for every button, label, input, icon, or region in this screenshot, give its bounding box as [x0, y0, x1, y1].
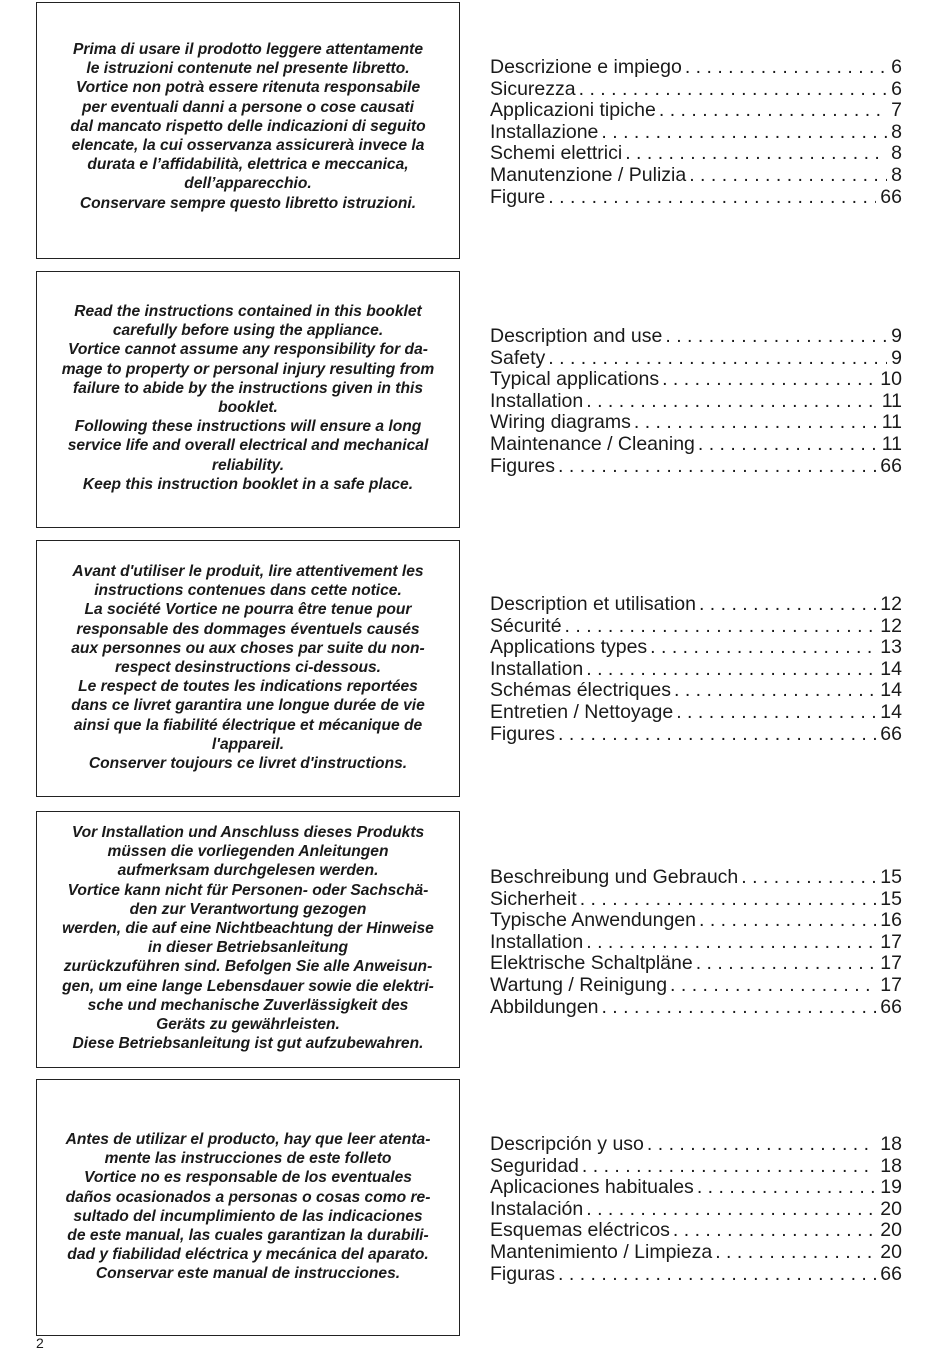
toc-entry[interactable] — [490, 1242, 902, 1264]
toc-entry[interactable] — [490, 100, 902, 122]
notice-line: Vor Installation und Anschluss dieses Produkts — [71, 824, 425, 841]
notice-line: Geräts zu gewährleisten. — [156, 1016, 340, 1034]
dot-leader — [625, 143, 887, 165]
toc-entry-page: 6 — [891, 57, 902, 78]
dot-leader — [580, 889, 877, 911]
toc-entry-page: 18 — [880, 1155, 902, 1177]
notice-line: booklet. — [218, 399, 278, 417]
dot-leader — [634, 412, 878, 434]
notice-line: Vortice non potrà essere ritenuta responsabile — [75, 79, 421, 97]
notice-box — [36, 2, 460, 259]
notice-line: service life and overall electrical and mechanical — [67, 437, 429, 455]
toc-entry[interactable] — [490, 1134, 902, 1156]
toc-entry[interactable] — [490, 1156, 902, 1178]
dot-leader — [586, 1199, 876, 1221]
dot-leader — [586, 391, 878, 413]
notice-line: Conserver toujours ce livret d'instructions. — [88, 755, 408, 773]
page-number: 2 — [36, 1335, 44, 1351]
toc-entry-title: Beschreibung und Gebrauch — [490, 867, 739, 888]
notice-box — [36, 811, 460, 1068]
notice-line: reliability. — [211, 456, 285, 474]
notice-line: zurückzuführen sind. Befolgen Sie alle Anweisun- — [63, 958, 433, 976]
dot-leader — [659, 100, 887, 122]
notice-line: werden, die auf eine Nichtbeachtung der Hinweise — [62, 920, 434, 938]
dot-leader — [715, 1242, 876, 1264]
toc-entry[interactable] — [490, 187, 902, 209]
toc-entry-title: Esquemas eléctricos — [490, 1220, 670, 1242]
notice-line: daños ocasionados a personas o cosas como re- — [65, 1188, 431, 1206]
notice-line: responsable des dommages éventuels causés — [76, 620, 420, 638]
dot-leader — [698, 434, 878, 456]
dot-leader — [699, 910, 876, 932]
toc-entry-title: Seguridad — [490, 1155, 579, 1177]
toc-entry[interactable] — [490, 1177, 902, 1199]
toc-entry-page: 11 — [881, 390, 902, 412]
dot-leader — [582, 1156, 876, 1178]
notice-line: Antes de utilizar el producto, hay que leer atenta- — [65, 1131, 431, 1148]
toc-entry[interactable] — [490, 932, 902, 954]
notice-box — [36, 1079, 460, 1336]
toc-entry[interactable] — [490, 1220, 902, 1242]
toc-entry[interactable] — [490, 680, 902, 702]
toc-entry[interactable] — [490, 953, 902, 975]
toc-entry-page: 8 — [891, 121, 902, 143]
toc-entry[interactable] — [490, 702, 902, 724]
toc-entry[interactable] — [490, 391, 902, 413]
toc-entry-title: Schemi elettrici — [490, 143, 623, 165]
toc-entry[interactable] — [490, 594, 902, 616]
notice-line: Vortice kann nicht für Personen- oder Sachschä- — [67, 881, 429, 899]
notice-line: durata e l’affidabilità, elettrica e meccanica, — [87, 156, 409, 174]
notice-box — [36, 271, 460, 528]
toc-entry[interactable] — [490, 143, 902, 165]
notice-line: de este manual, las cuales garantizan la durabili- — [67, 1227, 429, 1245]
toc-entry-page: 14 — [880, 701, 902, 723]
dot-leader — [601, 122, 887, 144]
notice-line: sultado del incumplimiento de las indicaciones — [73, 1207, 423, 1225]
notice-line: respect desinstructions ci-dessous. — [114, 659, 382, 677]
notice-line: Vortice no es responsable de los eventuales — [84, 1169, 412, 1187]
toc-entry-title: Figures — [490, 723, 556, 745]
toc-entry-page: 18 — [880, 1134, 902, 1155]
toc-entry[interactable] — [490, 326, 902, 348]
notice-line: per eventuali danni a persone o cose causati — [82, 98, 414, 116]
dot-leader — [548, 187, 876, 209]
toc-entry-page: 14 — [880, 680, 902, 702]
toc-entry-title: Safety — [490, 347, 546, 369]
toc-entry-title: Descrizione e impiego — [490, 57, 682, 78]
notice-line: carefully before using the appliance. — [112, 322, 384, 340]
toc-entry-title: Maintenance / Cleaning — [490, 433, 695, 455]
notice-line: Avant d'utiliser le produit, lire attentivement les — [72, 563, 424, 580]
toc-entry-title: Entretien / Nettoyage — [490, 701, 674, 723]
toc-entry-title: Wiring diagrams — [490, 412, 631, 434]
notice-line: ainsi que la fiabilité électrique et mécanique de — [73, 716, 423, 734]
dot-leader — [586, 932, 876, 954]
toc-entry-page: 20 — [880, 1198, 902, 1220]
toc-entry[interactable] — [490, 889, 902, 911]
toc-entry-title: Abbildungen — [490, 996, 599, 1018]
toc-entry[interactable] — [490, 434, 902, 456]
toc-entry[interactable] — [490, 57, 902, 79]
dot-leader — [674, 680, 876, 702]
notice-line: Diese Betriebsanleitung ist gut aufzubewahren. — [72, 1035, 424, 1053]
toc-entry-title: Installation — [490, 931, 584, 953]
notice-line: Conservare sempre questo libretto istruzioni. — [79, 194, 417, 212]
notice-line: elencate, la cui osservanza assicurerà invece la — [71, 137, 425, 155]
toc-entry-title: Sicherheit — [490, 888, 577, 910]
notice-line: Keep this instruction booklet in a safe place. — [82, 475, 414, 493]
toc-entry[interactable] — [490, 867, 902, 889]
toc-entry-page: 66 — [880, 723, 902, 745]
toc-entry[interactable] — [490, 122, 902, 144]
toc-entry-title: Wartung / Reinigung — [490, 974, 668, 996]
toc-entry-page: 12 — [880, 615, 902, 637]
dot-leader — [741, 867, 876, 889]
dot-leader — [673, 1220, 876, 1242]
dot-leader — [676, 702, 876, 724]
toc-entry[interactable] — [490, 369, 902, 391]
toc-entry-page: 17 — [880, 953, 902, 975]
notice-line: Le respect de toutes les indications reportées — [78, 678, 418, 696]
toc-entry-page: 13 — [880, 637, 902, 659]
notice-line: den zur Verantwortung gezogen — [129, 900, 367, 918]
notice-line: failure to abide by the instructions given in this — [72, 379, 424, 397]
toc-entry-title: Instalación — [490, 1198, 584, 1220]
dot-leader — [558, 724, 876, 746]
dot-leader — [650, 637, 876, 659]
dot-leader — [601, 997, 876, 1019]
dot-leader — [665, 326, 887, 348]
dot-leader — [558, 1264, 876, 1286]
table-of-contents — [490, 867, 902, 1018]
notice-line: Conservar este manual de instrucciones. — [95, 1265, 401, 1283]
notice-line: dad y fiabilidad eléctrica y mecánica del aparato. — [67, 1246, 429, 1264]
toc-entry-page: 20 — [880, 1241, 902, 1263]
notice-line: le istruzioni contenute nel presente libretto. — [86, 60, 410, 78]
notice-line: aux personnes ou aux choses par suite du non- — [71, 639, 425, 657]
dot-leader — [558, 456, 876, 478]
toc-entry-page: 7 — [891, 100, 902, 122]
toc-entry-page: 11 — [881, 433, 902, 455]
toc-entry-page: 10 — [880, 369, 902, 391]
toc-entry-page: 9 — [891, 347, 902, 369]
toc-entry-page: 66 — [880, 1263, 902, 1285]
dot-leader — [579, 79, 888, 101]
toc-entry-title: Descripción y uso — [490, 1134, 644, 1155]
dot-leader — [548, 348, 887, 370]
toc-entry-title: Schémas électriques — [490, 680, 672, 702]
toc-entry[interactable] — [490, 412, 902, 434]
dot-leader — [697, 1177, 876, 1199]
toc-entry-title: Typical applications — [490, 369, 660, 391]
toc-entry-page: 16 — [880, 910, 902, 932]
dot-leader — [699, 594, 876, 616]
dot-leader — [586, 659, 876, 681]
toc-entry[interactable] — [490, 975, 902, 997]
notice-line: gen, um eine lange Lebensdauer sowie die elektri- — [62, 977, 434, 995]
toc-entry[interactable] — [490, 165, 902, 187]
notice-line: Prima di usare il prodotto leggere attentamente — [72, 41, 424, 58]
toc-entry-title: Description et utilisation — [490, 594, 696, 615]
toc-entry-page: 15 — [880, 888, 902, 910]
toc-entry[interactable] — [490, 456, 902, 478]
toc-entry-title: Figure — [490, 186, 546, 208]
toc-entry[interactable] — [490, 659, 902, 681]
toc-entry-page: 17 — [880, 974, 902, 996]
toc-entry[interactable] — [490, 1264, 902, 1286]
toc-entry[interactable] — [490, 910, 902, 932]
toc-entry-title: Installation — [490, 390, 584, 412]
toc-entry-page: 17 — [880, 931, 902, 953]
notice-line: La société Vortice ne pourra être tenue pour — [84, 601, 412, 619]
toc-entry-title: Figuras — [490, 1263, 556, 1285]
table-of-contents — [490, 326, 902, 477]
notice-line: müssen die vorliegenden Anleitungen — [107, 843, 389, 861]
toc-entry-title: Figures — [490, 455, 556, 477]
toc-entry-title: Typische Anwendungen — [490, 910, 696, 932]
toc-entry-page: 66 — [880, 996, 902, 1018]
toc-entry-page: 8 — [891, 143, 902, 165]
dot-leader — [670, 975, 876, 997]
toc-entry-page: 6 — [891, 78, 902, 100]
toc-entry[interactable] — [490, 997, 902, 1019]
toc-entry[interactable] — [490, 724, 902, 746]
toc-entry-page: 15 — [880, 867, 902, 888]
notice-line: dans ce livret garantira une longue durée de vie — [71, 697, 425, 715]
toc-entry[interactable] — [490, 79, 902, 101]
toc-entry-title: Aplicaciones habituales — [490, 1177, 694, 1199]
notice-line: dell’apparecchio. — [184, 175, 312, 193]
dot-leader — [696, 953, 877, 975]
dot-leader — [685, 57, 887, 79]
table-of-contents — [490, 1134, 902, 1285]
notice-line: instructions contenues dans cette notice. — [94, 582, 402, 600]
toc-entry-title: Installazione — [490, 121, 599, 143]
toc-entry[interactable] — [490, 616, 902, 638]
toc-entry[interactable] — [490, 348, 902, 370]
notice-line: mente las instrucciones de este folleto — [104, 1150, 392, 1168]
toc-entry-page: 11 — [881, 412, 902, 434]
toc-entry[interactable] — [490, 1199, 902, 1221]
notice-line: sche und mechanische Zuverlässigkeit des — [87, 996, 409, 1014]
toc-entry-title: Applicazioni tipiche — [490, 100, 656, 122]
notice-line: l'appareil. — [211, 735, 285, 753]
toc-entry-title: Elektrische Schaltpläne — [490, 953, 693, 975]
notice-line: Following these instructions will ensure a long — [74, 418, 422, 436]
toc-entry-title: Applications types — [490, 637, 648, 659]
dot-leader — [689, 165, 887, 187]
toc-entry-title: Installation — [490, 658, 584, 680]
dot-leader — [565, 616, 877, 638]
notice-box — [36, 540, 460, 797]
toc-entry-title: Sécurité — [490, 615, 562, 637]
table-of-contents — [490, 594, 902, 745]
dot-leader — [647, 1134, 876, 1156]
toc-entry-page: 66 — [880, 455, 902, 477]
notice-line: in dieser Betriebsanleitung — [147, 939, 349, 957]
dot-leader — [662, 369, 876, 391]
toc-entry-page: 14 — [880, 658, 902, 680]
notice-line: Read the instructions contained in this booklet — [74, 303, 422, 320]
toc-entry-title: Description and use — [490, 326, 663, 347]
notice-line: dal mancato rispetto delle indicazioni di seguito — [70, 117, 426, 135]
table-of-contents — [490, 57, 902, 208]
notice-line: aufmerksam durchgelesen werden. — [117, 862, 379, 880]
notice-line: Vortice cannot assume any responsibility for da- — [68, 341, 428, 359]
notice-line: mage to property or personal injury resulting from — [61, 360, 435, 378]
toc-entry-page: 19 — [880, 1177, 902, 1199]
toc-entry[interactable] — [490, 637, 902, 659]
toc-entry-page: 9 — [891, 326, 902, 347]
toc-entry-title: Mantenimiento / Limpieza — [490, 1241, 713, 1263]
toc-entry-title: Sicurezza — [490, 78, 576, 100]
toc-entry-page: 12 — [880, 594, 902, 615]
toc-entry-page: 8 — [891, 164, 902, 186]
toc-entry-title: Manutenzione / Pulizia — [490, 164, 687, 186]
toc-entry-page: 20 — [880, 1220, 902, 1242]
toc-entry-page: 66 — [880, 186, 902, 208]
